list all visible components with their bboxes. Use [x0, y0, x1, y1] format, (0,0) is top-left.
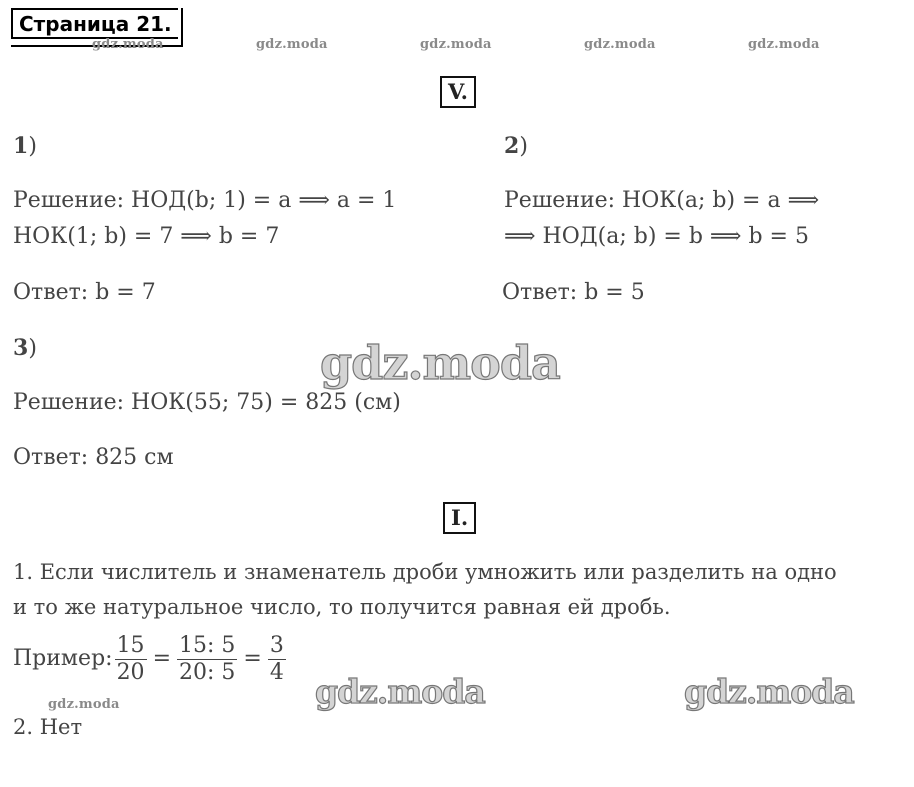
fraction-denominator: 20: 5: [179, 659, 236, 685]
task-3-number: [13, 334, 37, 363]
fraction-numerator: 15: 5: [179, 632, 236, 658]
watermark-small: gdz.moda: [48, 697, 120, 712]
fraction-3: [268, 633, 286, 686]
task-2-answer: Ответ: b = 5: [502, 280, 645, 305]
task-number: 1: [13, 133, 29, 159]
fraction-numerator: 3: [269, 632, 284, 658]
fraction-2: [177, 633, 237, 686]
task-1-solution-line-2: НОК(1; b) = 7 ⟹ b = 7: [13, 224, 280, 249]
task-3-answer: Ответ: 825 см: [13, 445, 174, 470]
task-paren: ): [28, 336, 37, 361]
task-2-solution-line-1: Решение: НОК(a; b) = a ⟹: [504, 188, 820, 213]
task-1-solution-line-1: Решение: НОД(b; 1) = a ⟹ a = 1: [13, 188, 397, 213]
watermark-small: gdz.moda: [584, 37, 656, 52]
page-label: Страница 21.: [11, 8, 178, 39]
task-1-answer: Ответ: b = 7: [13, 280, 156, 305]
fraction-denominator: 4: [269, 659, 284, 685]
task-number: 3: [13, 335, 29, 361]
fraction-numerator: 15: [116, 632, 145, 658]
equals-sign: =: [243, 646, 262, 671]
watermark-small: gdz.moda: [92, 37, 164, 52]
task-paren: ): [28, 134, 37, 159]
task-2-number: [504, 132, 528, 161]
watermark-small: gdz.moda: [420, 37, 492, 52]
example-row: [13, 628, 286, 690]
watermark-large: gdz.moda: [684, 672, 854, 711]
task-paren: ): [519, 134, 528, 159]
section-heading-i: I.: [443, 502, 476, 534]
watermark-large: gdz.moda: [315, 672, 485, 711]
section-heading-v: V.: [440, 76, 476, 108]
task-2-solution-line-2: ⟹ НОД(a; b) = b ⟹ b = 5: [504, 224, 809, 249]
task-number: 2: [504, 133, 520, 159]
equals-sign: =: [152, 646, 171, 671]
example-label: Пример:: [13, 646, 113, 671]
task-1-number: [13, 132, 37, 161]
watermark-large: gdz.moda: [320, 336, 560, 390]
fraction-denominator: 20: [116, 659, 145, 685]
fraction-1: [115, 633, 147, 686]
watermark-small: gdz.moda: [748, 37, 820, 52]
definition-line-1: 1. Если числитель и знаменатель дроби умножить или разделить на одно: [13, 560, 837, 584]
item-2: 2. Нет: [13, 715, 83, 739]
page-label-border: [181, 8, 183, 47]
definition-line-2: и то же натуральное число, то получится равная ей дробь.: [13, 595, 671, 619]
watermark-small: gdz.moda: [256, 37, 328, 52]
task-3-solution: Решение: НОК(55; 75) = 825 (см): [13, 390, 401, 415]
